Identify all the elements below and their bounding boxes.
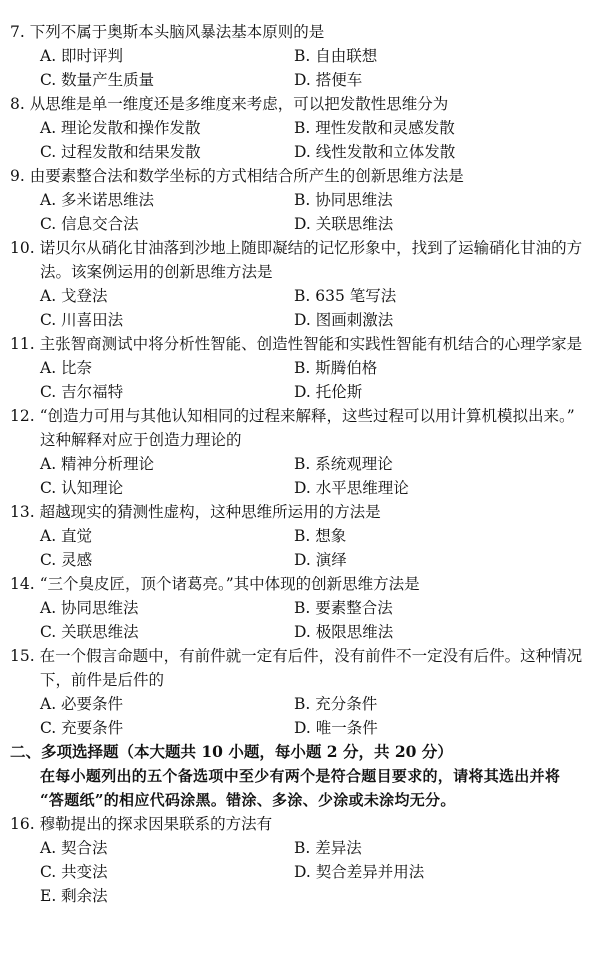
question-stem: 12. “创造力可用与其他认知相同的过程来解释，这些过程可以用计算机模拟出来。” [10,407,575,425]
option-b: B. 斯腾伯格 [294,359,378,377]
option-a: A. 协同思维法 [40,599,139,617]
option-b: B. 635 笔写法 [294,287,397,305]
question-stem-cont: 这种解释对应于创造力理论的 [40,431,242,449]
question-stem: 10. 诺贝尔从硝化甘油落到沙地上随即凝结的记忆形象中，找到了运输硝化甘油的方 [10,239,583,257]
option-b: B. 系统观理论 [294,455,393,473]
option-a: A. 戈登法 [40,287,108,305]
option-c: C. 灵感 [40,551,93,569]
option-c: C. 关联思维法 [40,623,139,641]
option-b: B. 自由联想 [294,47,378,65]
option-d: D. 图画刺激法 [294,311,394,329]
option-c: C. 信息交合法 [40,215,139,233]
option-a: A. 理论发散和操作发散 [40,119,201,137]
section-title: 二、多项选择题（本大题共 10 小题，每小题 2 分，共 20 分） [10,742,453,761]
option-a: A. 即时评判 [40,47,124,65]
option-d: D. 极限思维法 [294,623,394,641]
option-d: D. 唯一条件 [294,719,378,737]
option-d: D. 契合差异并用法 [294,863,425,881]
question-stem: 15. 在一个假言命题中，有前件就一定有后件，没有前件不一定没有后件。这种情况 [10,647,583,665]
option-b: B. 要素整合法 [294,599,393,617]
option-c: C. 共变法 [40,863,108,881]
option-c: C. 充要条件 [40,719,124,737]
question-stem: 9. 由要素整合法和数学坐标的方式相结合所产生的创新思维方法是 [10,167,464,185]
option-d: D. 演绎 [294,551,347,569]
question-stem-cont: 下，前件是后件的 [40,671,165,689]
question-stem-cont: 法。该案例运用的创新思维方法是 [40,263,273,281]
option-c: C. 数量产生质量 [40,71,155,89]
option-d: D. 水平思维理论 [294,479,409,497]
option-b: B. 想象 [294,527,347,545]
option-c: C. 认知理论 [40,479,124,497]
option-b: B. 充分条件 [294,695,378,713]
option-e: E. 剩余法 [40,887,108,905]
question-stem: 13. 超越现实的猜测性虚构，这种思维所运用的方法是 [10,503,381,521]
question-stem: 7. 下列不属于奥斯本头脑风暴法基本原则的是 [10,23,325,41]
question-stem: 8. 从思维是单一维度还是多维度来考虑，可以把发散性思维分为 [10,95,449,113]
option-c: C. 川喜田法 [40,311,124,329]
option-a: A. 精神分析理论 [40,455,155,473]
instruction-line-1: 在每小题列出的五个备选项中至少有两个是符合题目要求的，请将其选出并将 [40,767,561,785]
option-d: D. 托伦斯 [294,383,363,401]
option-a: A. 比奈 [40,359,93,377]
question-stem: 14. “三个臭皮匠，顶个诸葛亮。”其中体现的创新思维方法是 [10,575,420,593]
option-a: A. 多米诺思维法 [40,191,155,209]
option-d: D. 线性发散和立体发散 [294,143,456,161]
question-stem: 16. 穆勒提出的探求因果联系的方法有 [10,815,273,833]
option-d: D. 关联思维法 [294,215,394,233]
option-d: D. 搭便车 [294,71,363,89]
option-c: C. 过程发散和结果发散 [40,143,201,161]
option-c: C. 吉尔福特 [40,383,124,401]
option-b: B. 协同思维法 [294,191,393,209]
option-a: A. 必要条件 [40,695,124,713]
option-a: A. 契合法 [40,839,108,857]
option-b: B. 差异法 [294,839,362,857]
instruction-line-2: “答题纸”的相应代码涂黑。错涂、多涂、少涂或未涂均无分。 [40,791,456,809]
question-stem: 11. 主张智商测试中将分析性智能、创造性智能和实践性智能有机结合的心理学家是 [10,335,583,353]
option-b: B. 理性发散和灵感发散 [294,119,455,137]
option-a: A. 直觉 [40,527,93,545]
